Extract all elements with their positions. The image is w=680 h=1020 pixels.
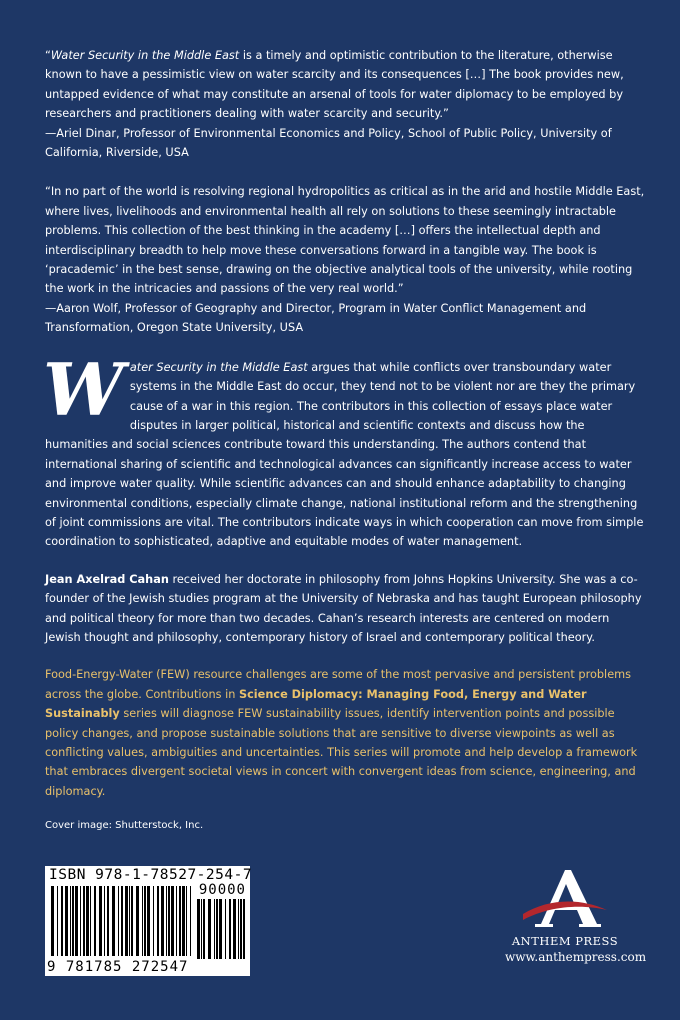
series-description <box>45 665 645 801</box>
price-code: 90000 <box>198 882 246 898</box>
quote-1-text: is a timely and optimistic contribution to the literature, otherwise known to have a pessimistic view on water scarcity and its consequences […] The book provides new, untapped evidence of what may constitute an arsenal of tools for water diplomacy to be employed by researchers and practitioners dealing with water scarcity and security.” <box>45 49 624 121</box>
drop-cap: W <box>43 346 124 432</box>
endorsement-quote-1: “Water Security in the Middle East is a timely and optimistic contribution to the literature, otherwise known to have a pessimistic view on water scarcity and its consequences […] The book provides new, untapped evidence of what may constitute an arsenal of tools for water diplomacy to be employed by researchers and practitioners dealing with water scarcity and security.” —Ariel Dinar, Professor of Environmental Economics and Policy, School of Public Policy, University of California, Riverside, USA <box>45 49 624 160</box>
book-title-italic: Water Security in the Middle East <box>50 49 240 62</box>
anthem-press-logo <box>505 868 647 978</box>
author-bio <box>45 570 645 648</box>
quote-2-attribution: —Aaron Wolf, Professor of Geography and Director, Program in Water Conflict Management and Transformation, Oregon State University, USA <box>45 301 587 335</box>
cover-credit: Cover image: Shutterstock, Inc. <box>45 820 204 832</box>
series-name: Science Diplomacy: Managing Food, Energy and Water Sustainably <box>45 687 587 721</box>
author-name: Jean Axelrad Cahan <box>45 572 169 586</box>
book-description <box>43 346 645 552</box>
series-intro: Food-Energy-Water (FEW) resource challenges are some of the most pervasive and persistent problems across the globe. Contributions in <box>45 668 632 701</box>
description-text: argues that while conflicts over transboundary water systems in the Middle East do occur, they tend not to be violent nor are they the primary cause of a war in this region. The contributors in this collection of essays place water disputes in larger political, historical and scientific contexts and discuss how the humanities and social sciences contribute toward this understanding. The authors contend that international sharing of scientific and technological advances can significantly increase access to water and improve water quality. While scientific advances can and should enhance adaptability to changing environmental conditions, especially climate change, national institutional reform and the strengthening of joint commissions are vital. The contributors indicate ways in which cooperation can move from simple coordination to sophisticated, adaptive and equitable modes of water management. <box>45 360 644 549</box>
barcode-bars-addon <box>197 899 245 959</box>
isbn-label: ISBN 978-1-78527-254-7 <box>49 867 253 883</box>
publisher-url[interactable]: www.anthempress.com <box>505 950 647 964</box>
isbn-barcode <box>45 866 253 976</box>
series-text: series will diagnose FEW sustainability issues, identify intervention points and possible policy changes, and propose sustainable solutions that are sensitive to diverse viewpoints as well as conflicting values, ambiguities and uncertainties. This series will promote and help develop a framework that embraces divergent societal views in concert with convergent ideas from science, engineering, and diplomacy. <box>45 707 638 798</box>
quote-1-attribution: —Ariel Dinar, Professor of Environmental Economics and Policy, School of Public Policy, University of California, Riverside, USA <box>45 126 612 160</box>
endorsement-quote-2 <box>45 182 645 337</box>
back-cover-text <box>45 46 645 833</box>
anthem-a-icon <box>519 868 611 932</box>
ean-digits: 9 781785 272547 <box>47 959 189 975</box>
author-bio-text: received her doctorate in philosophy from Johns Hopkins University. She was a co-founder of the Jewish studies program at the University of Nebraska and has taught European philosophy and political theory for more than two decades. Cahan’s research interests are centered on modern Jewish thought and philosophy, contemporary history of Israel and contemporary political theory. <box>45 572 642 644</box>
quote-2-text: “In no part of the world is resolving regional hydropolitics as critical as in the arid and hostile Middle East, where lives, livelihoods and environmental health all rely on solutions to these seemingly intractable problems. This collection of the best thinking in the academy […] offers the intellectual depth and interdisciplinary breadth to help move these conversations forward in a tangible way. The book is ‘pracademic’ in the best sense, drawing on the objective analytical tools of the university, while rooting the work in the intricacies and passions of the very real world.” <box>45 185 645 296</box>
publisher-name: ANTHEM PRESS <box>511 934 619 948</box>
description-title-italic: ater Security in the Middle East <box>129 360 308 374</box>
barcode-bars-main <box>51 886 191 956</box>
